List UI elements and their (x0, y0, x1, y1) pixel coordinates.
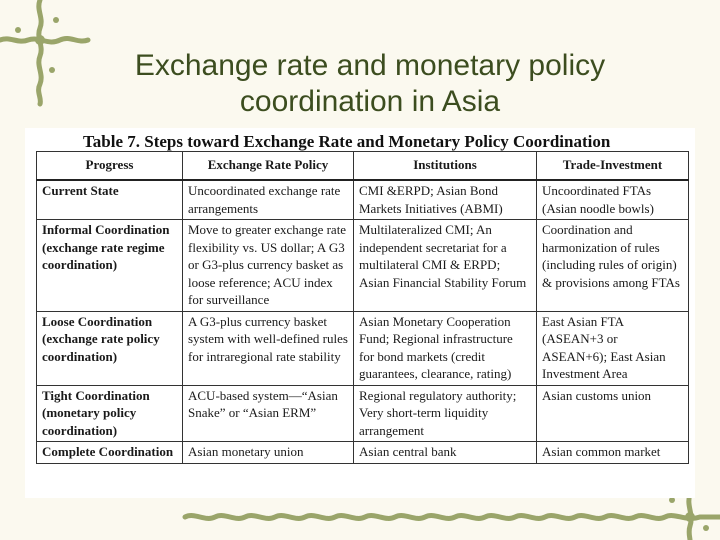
cell-exchange-rate-policy: Move to greater exchange rate flexibility vs. US dollar; A G3 or G3-plus currency basket as loose reference; ACU index for surveillance (183, 220, 354, 312)
cell-institutions: Asian Monetary Cooperation Fund; Regional infrastructure for bond markets (credit guarantees, clearance, rating) (354, 311, 537, 385)
cell-institutions: Asian central bank (354, 442, 537, 464)
cell-exchange-rate-policy: Asian monetary union (183, 442, 354, 464)
cell-exchange-rate-policy: A G3-plus currency basket system with well-defined rules for intraregional rate stability (183, 311, 354, 385)
header-exchange-rate-policy: Exchange Rate Policy (183, 152, 354, 181)
cell-exchange-rate-policy: Uncoordinated exchange rate arrangements (183, 180, 354, 220)
cell-trade-investment: Coordination and harmonization of rules (including rules of origin) & provisions among FTAs (537, 220, 689, 312)
cell-exchange-rate-policy: ACU-based system—“Asian Snake” or “Asian ERM” (183, 385, 354, 442)
table-caption: Table 7. Steps toward Exchange Rate and Monetary Policy Coordination (83, 132, 611, 151)
table-row (37, 385, 689, 442)
table-header-row (37, 152, 689, 181)
cell-progress: Current State (37, 180, 183, 220)
table-row (37, 220, 689, 312)
cell-progress: Tight Coordination (monetary policy coordination) (37, 385, 183, 442)
header-trade-investment: Trade-Investment (537, 152, 689, 181)
cell-institutions: Regional regulatory authority; Very short-term liquidity arrangement (354, 385, 537, 442)
cell-progress: Loose Coordination (exchange rate policy coordination) (37, 311, 183, 385)
cell-institutions: Multilateralized CMI; An independent secretariat for a multilateral CMI & ERPD; Asian Financial Stability Forum (354, 220, 537, 312)
cell-trade-investment: Asian common market (537, 442, 689, 464)
cell-trade-investment: East Asian FTA (ASEAN+3 or ASEAN+6); East Asian Investment Area (537, 311, 689, 385)
table-row (37, 442, 689, 464)
header-progress: Progress (37, 152, 183, 181)
header-institutions: Institutions (354, 152, 537, 181)
cell-trade-investment: Uncoordinated FTAs (Asian noodle bowls) (537, 180, 689, 220)
cell-trade-investment: Asian customs union (537, 385, 689, 442)
cell-progress: Complete Coordination (37, 442, 183, 464)
cell-institutions: CMI &ERPD; Asian Bond Markets Initiatives (ABMI) (354, 180, 537, 220)
coordination-table (36, 151, 689, 464)
table-row (37, 180, 689, 220)
cell-progress: Informal Coordination (exchange rate regime coordination) (37, 220, 183, 312)
slide-title: Exchange rate and monetary policy coordination in Asia (134, 49, 606, 118)
table-figure (25, 128, 695, 498)
table-row (37, 311, 689, 385)
